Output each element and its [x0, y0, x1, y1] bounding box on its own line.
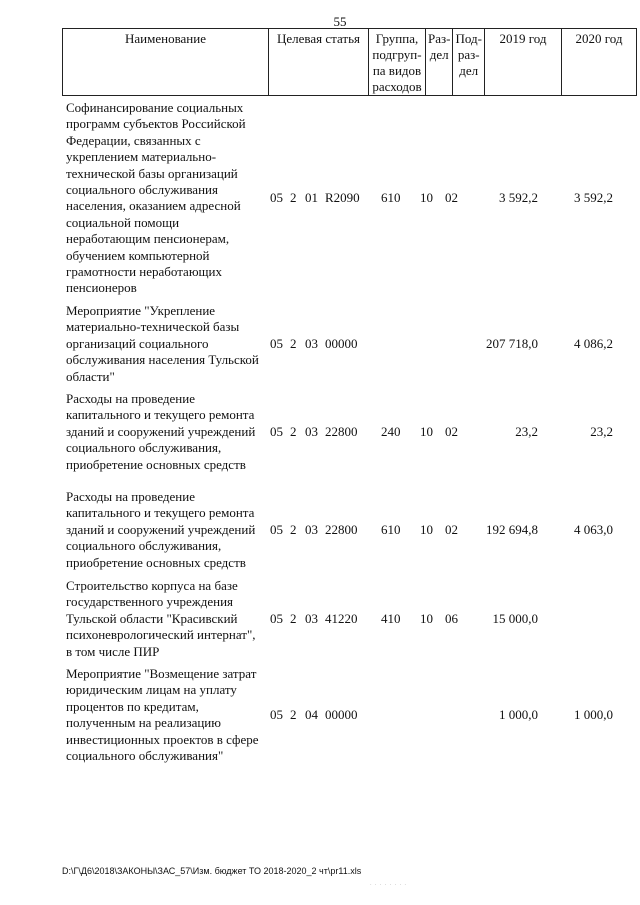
header-podrazdel-line: раз- — [457, 47, 480, 62]
row-name-line: укреплением материально- — [66, 149, 217, 165]
target-part-3: 04 — [305, 707, 318, 722]
group-code: 610 — [381, 522, 401, 537]
row-name-line: социального обслуживания, — [66, 538, 222, 554]
row-values — [0, 611, 640, 627]
amount-2019: 1 000,0 — [499, 707, 538, 722]
row-name-line: организаций социального — [66, 335, 209, 351]
target-part-1: 05 — [270, 611, 283, 626]
row-values — [0, 424, 640, 440]
header-group-line: расходов — [372, 79, 422, 94]
amount-2019: 3 592,2 — [499, 190, 538, 205]
podrazdel-code: 02 — [445, 424, 458, 439]
razdel-code: 10 — [420, 424, 433, 439]
target-part-4: 22800 — [325, 522, 358, 537]
header-razdel-line: дел — [429, 47, 449, 62]
target-part-2: 2 — [290, 611, 297, 626]
target-part-4: 41220 — [325, 611, 358, 626]
row-name-line: обучением компьютерной — [66, 247, 210, 263]
row-name-line: государственного учреждения — [66, 594, 234, 610]
row-name-line: капитального и текущего ремонта — [66, 505, 255, 521]
amount-2019: 15 000,0 — [492, 611, 538, 626]
razdel-code: 10 — [420, 190, 433, 205]
row-name-line: приобретение основных средств — [66, 456, 246, 472]
target-part-1: 05 — [270, 190, 283, 205]
target-part-1: 05 — [270, 424, 283, 439]
header-razdel-line: Раз- — [428, 31, 451, 46]
amount-2020: 1 000,0 — [574, 707, 613, 722]
podrazdel-code: 02 — [445, 190, 458, 205]
row-name-line: Тульской области "Красивский — [66, 610, 238, 626]
target-part-2: 2 — [290, 424, 297, 439]
target-part-1: 05 — [270, 522, 283, 537]
row-name-line: области" — [66, 368, 115, 384]
row-name-line: Строительство корпуса на базе — [66, 578, 238, 593]
header-name: Наименование — [63, 29, 269, 96]
file-path: D:\Г\Д6\2018\ЗАКОНЫ\ЗАС_57\Изм. бюджет ТО 2018-2020_2 чт\pr11.xls — [62, 866, 362, 876]
header-group-line: Группа, — [375, 31, 419, 46]
row-name-line: в том числе ПИР — [66, 643, 160, 659]
row-name-line: инвестиционных проектов в сфере — [66, 731, 259, 747]
row-values — [0, 190, 640, 206]
target-part-2: 2 — [290, 336, 297, 351]
row-name-line: социального обслуживания — [66, 182, 218, 198]
target-part-2: 2 — [290, 707, 297, 722]
page-number: 55 — [333, 14, 347, 29]
row-values — [0, 522, 640, 538]
row-name-line: полученным на реализацию — [66, 715, 221, 731]
header-target: Целевая статья — [269, 29, 369, 96]
target-part-3: 03 — [305, 611, 318, 626]
row-values — [0, 707, 640, 723]
target-part-3: 03 — [305, 336, 318, 351]
target-part-1: 05 — [270, 336, 283, 351]
target-part-4: 00000 — [325, 707, 358, 722]
target-part-4: 22800 — [325, 424, 358, 439]
row-name-line: Мероприятие "Возмещение затрат — [66, 666, 257, 681]
row-name-line: социального обслуживания, — [66, 440, 222, 456]
header-podrazdel-line: дел — [459, 63, 479, 78]
row-name-line: Софинансирование социальных — [66, 100, 244, 115]
row-name-line: процентов по кредитам, — [66, 698, 199, 714]
amount-2020: 3 592,2 — [574, 190, 613, 205]
target-part-4: 00000 — [325, 336, 358, 351]
row-name-line: Федерации, связанных с — [66, 132, 201, 148]
header-group-line: подгруп- — [372, 47, 422, 62]
target-part-1: 05 — [270, 707, 283, 722]
row-name-line: Мероприятие "Укрепление — [66, 303, 216, 318]
target-part-3: 03 — [305, 522, 318, 537]
amount-2020: 4 063,0 — [574, 522, 613, 537]
row-name-line: грамотности неработающих — [66, 264, 223, 280]
scan-specks: · · · · · · · · — [370, 883, 408, 888]
group-code: 610 — [381, 190, 401, 205]
row-values — [0, 336, 640, 352]
row-name-line: капитального и текущего ремонта — [66, 407, 255, 423]
row-name-line: обслуживания населения Тульской — [66, 352, 259, 368]
row-name-line: Расходы на проведение — [66, 489, 195, 504]
row-name-line: зданий и сооружений учреждений — [66, 423, 256, 439]
row-name-line: программ субъектов Российской — [66, 116, 246, 132]
target-part-4: R2090 — [325, 190, 360, 205]
row-name-line: социальной помощи — [66, 214, 180, 230]
row-name-line: технической базы организаций — [66, 165, 238, 181]
header-podrazdel-line: Под- — [455, 31, 482, 46]
razdel-code: 10 — [420, 611, 433, 626]
row-name-line: материально-технической базы — [66, 319, 240, 335]
amount-2019: 192 694,8 — [486, 522, 538, 537]
row-name-line: приобретение основных средств — [66, 554, 246, 570]
target-part-2: 2 — [290, 190, 297, 205]
row-name-line: зданий и сооружений учреждений — [66, 521, 256, 537]
target-part-3: 01 — [305, 190, 318, 205]
podrazdel-code: 02 — [445, 522, 458, 537]
header-group-line: па видов — [372, 63, 422, 78]
row-name-line: психоневрологический интернат", — [66, 627, 256, 643]
amount-2019: 207 718,0 — [486, 336, 538, 351]
target-part-3: 03 — [305, 424, 318, 439]
group-code: 410 — [381, 611, 401, 626]
row-name-line: Расходы на проведение — [66, 391, 195, 406]
header-2019: 2019 год — [484, 29, 561, 96]
razdel-code: 10 — [420, 522, 433, 537]
amount-2020: 23,2 — [590, 424, 613, 439]
row-name-line: социального обслуживания" — [66, 748, 224, 764]
amount-2020: 4 086,2 — [574, 336, 613, 351]
target-part-2: 2 — [290, 522, 297, 537]
amount-2019: 23,2 — [515, 424, 538, 439]
row-name-line: пенсионеров — [66, 280, 137, 296]
row-name-line: населения, оказанием адресной — [66, 198, 241, 214]
row-name-line: неработающим пенсионерам, — [66, 231, 230, 247]
group-code: 240 — [381, 424, 401, 439]
row-name-line: юридическим лицам на уплату — [66, 682, 237, 698]
podrazdel-code: 06 — [445, 611, 458, 626]
header-2020: 2020 год — [561, 29, 636, 96]
